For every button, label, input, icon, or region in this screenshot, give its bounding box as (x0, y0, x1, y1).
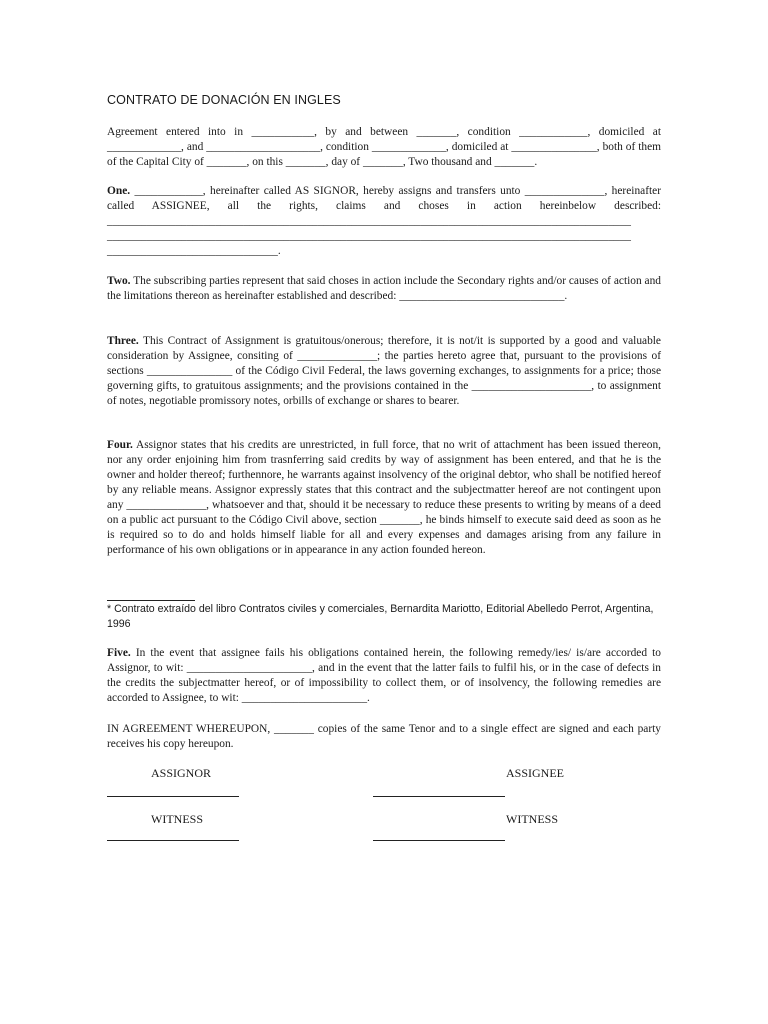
clause-two-label: Two. (107, 275, 131, 287)
assignor-label: ASSIGNOR (151, 766, 212, 780)
assignee-signature-line (373, 796, 505, 797)
clause-four-text: Assignor states that his credits are unrestricted, in full force, that no writ of attachment has been issued thereon, nor any order enjoining him from trasnferring said credits by way of assignment has been entered, and that he is the owner and holder thereof; furthennore, he warrants against insolvency of the original debtor, who shall be notified hereof by any reliable means. Assignor expressly states that this contract and the subjectmatter hereof are not contingent upon any ______________, whatsoever and that, should it be necessary to reduce these presents to writing by means of a deed on a public act pursuant to the Código Civil above, section _______, he binds himself to execute said deed as soon as he is required so to do and holds himself liable for all and every expenses and damages arising from any failure in performance of his own obligations or in appearance in any action founded hereon. (107, 439, 661, 556)
clause-three (107, 334, 661, 409)
clause-one-label: One. (107, 185, 131, 197)
assignor-signature-line (107, 796, 239, 797)
clause-five (107, 646, 661, 706)
clause-four-label: Four. (107, 439, 133, 451)
clause-one-text: ____________, hereinafter called AS SIGNOR, hereby assigns and transfers unto ______________, hereinafter called ASSIGNEE, all the rights, claims and choses in action hereinbelow described: ____________________________________________________________________________________________ ____________________________________________________________________________________________ ______________________________. (107, 185, 661, 257)
clause-three-text: This Contract of Assignment is gratuitous/onerous; therefore, it is not/it is supported by a good and valuable consideration by Assignee, consiting of ______________; the parties hereto agree that, pursuant to the provisions of sections _______________ of the Código Civil Federal, the laws governing exchanges, to assignments for a price; those governing gifts, to gratuitous assignments; and the provisions contained in the _____________________, to assignment of notes, negotiable promissory notes, orbills of exchange or shares to bearer. (107, 335, 661, 407)
clause-five-text: In the event that assignee fails his obligations contained herein, the following remedy/ies/ is/are accorded to Assignor, to wit: ______________________, and in the event that the latter fails to fulfil his, or in the case of defects in the credits the subjectmatter hereof, or of impossibility to collect them, or of insolvency, the following remedies are accorded to Assignee, to wit: ______________________. (107, 647, 661, 704)
intro-paragraph: Agreement entered into in ___________, by and between _______, condition ____________, domiciled at _____________, and ____________________, condition _____________, domiciled at _______________, both of them of the Capital City of _______, on this _______, day of _______, Two thousand and _______. (107, 126, 661, 168)
clause-five-label: Five. (107, 647, 131, 659)
footnote: * Contrato extraído del libro Contratos civiles y comerciales, Bernardita Mariotto, Editorial Abelledo Perrot, Argentina, 1996 (107, 603, 654, 630)
witness-right-label: WITNESS (506, 812, 558, 826)
clause-two-text: The subscribing parties represent that said choses in action include the Secondary rights and/or causes of action and the limitations thereon as hereinafter established and described: _____________________________. (107, 275, 661, 302)
clause-two (107, 274, 661, 304)
witness-left-label: WITNESS (151, 812, 203, 826)
clause-three-label: Three. (107, 335, 139, 347)
clause-four (107, 438, 661, 558)
agreement-paragraph: IN AGREEMENT WHEREUPON, _______ copies of the same Tenor and to a single effect are signed and each party receives his copy hereupon. (107, 723, 661, 750)
clause-one (107, 184, 661, 259)
document-title: CONTRATO DE DONACIÓN EN INGLES (107, 93, 341, 107)
assignee-label: ASSIGNEE (506, 766, 565, 780)
footnote-divider (107, 600, 195, 601)
witness-right-signature-line (373, 840, 505, 841)
witness-left-signature-line (107, 840, 239, 841)
